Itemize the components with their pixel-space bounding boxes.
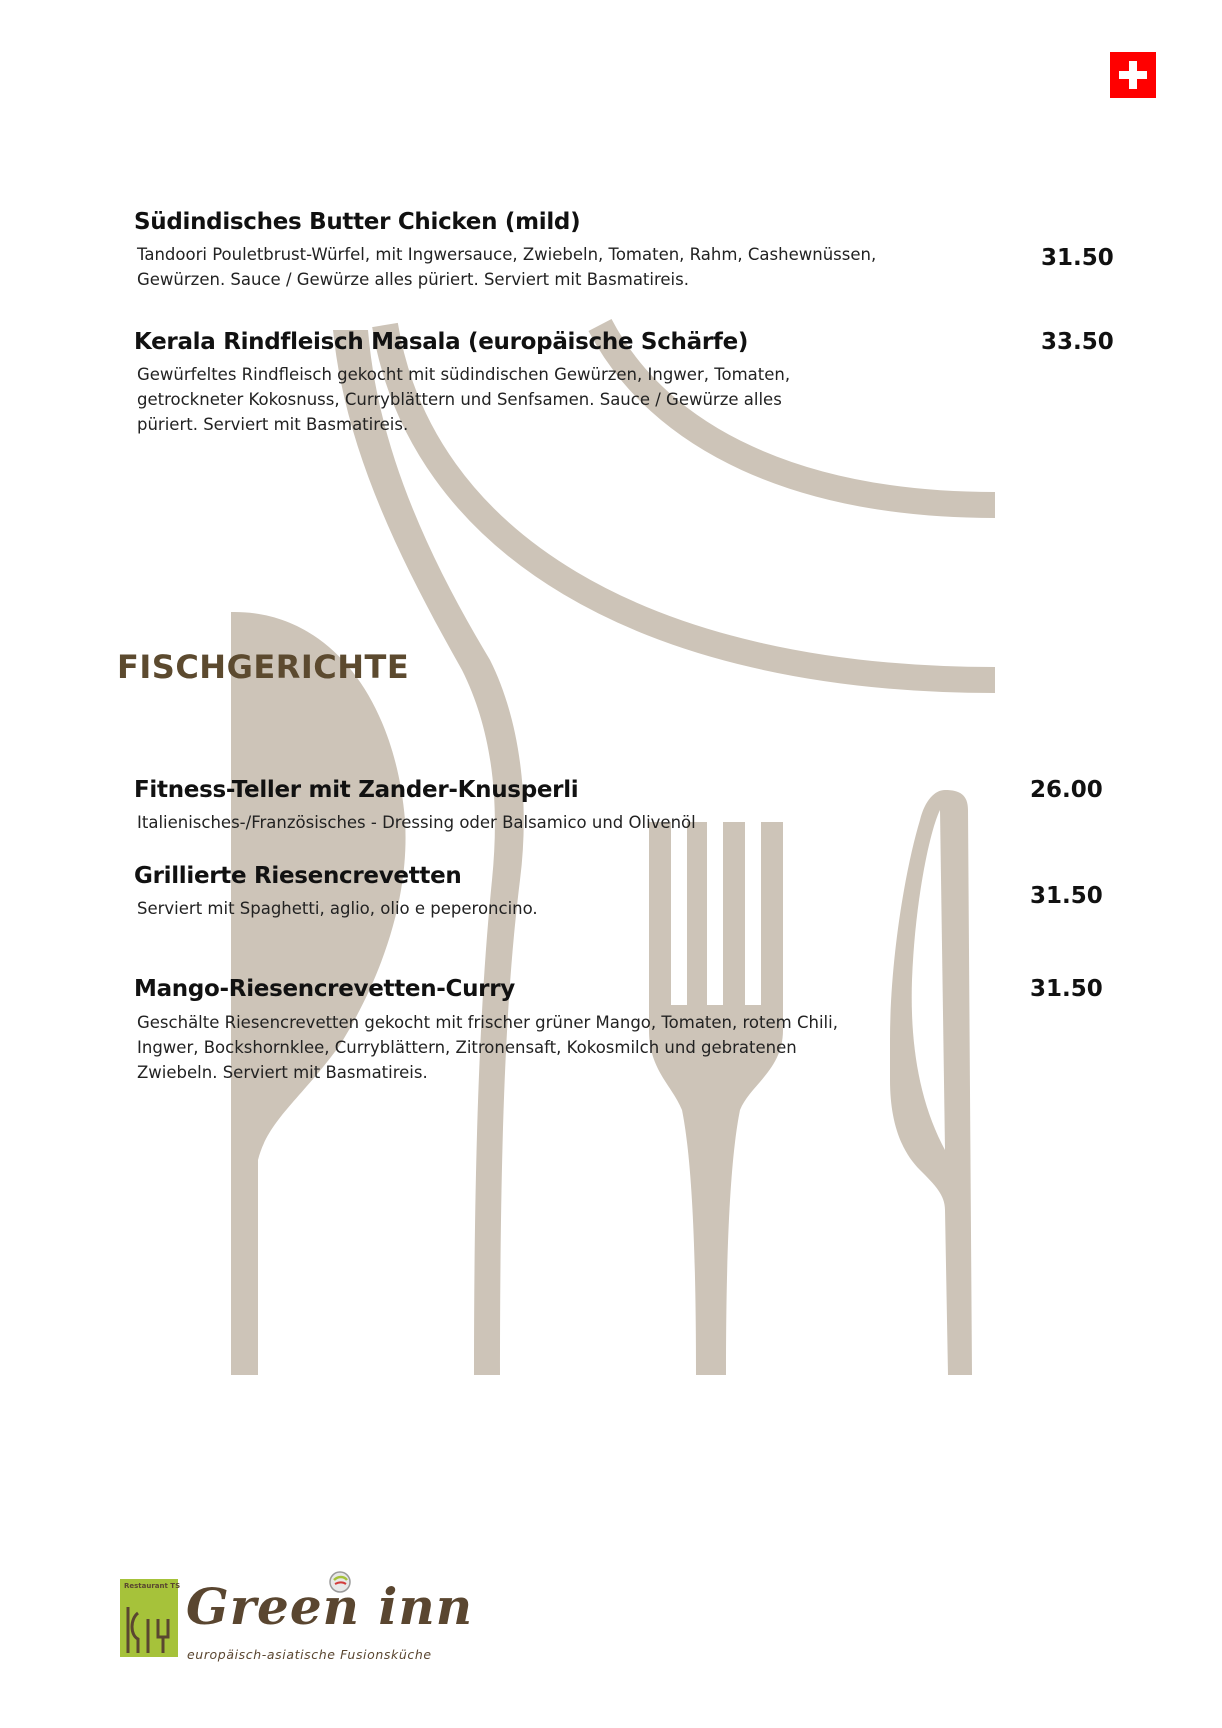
logo-badge-text: Restaurant TS [124, 1582, 181, 1590]
logo-tagline: europäisch-asiatische Fusionsküche [187, 1647, 432, 1662]
menu-item-title: Südindisches Butter Chicken (mild) [134, 209, 581, 235]
menu-item-title: Mango-Riesencrevetten-Curry [134, 976, 515, 1002]
menu-item-price: 33.50 [1041, 329, 1114, 355]
logo-name: Green inn [186, 1577, 474, 1636]
logo-badge-icon [120, 1579, 181, 1657]
menu-item-title: Fitness-Teller mit Zander-Knusperli [134, 777, 579, 803]
menu-item-price: 31.50 [1041, 245, 1114, 271]
menu-item-price: 31.50 [1030, 883, 1103, 909]
menu-item-description: Serviert mit Spaghetti, aglio, olio e peperoncino. [137, 899, 538, 918]
section-heading: FISCHGERICHTE [117, 648, 410, 686]
menu-item-description: Tandoori Pouletbrust-Würfel, mit Ingwersauce, Zwiebeln, Tomaten, Rahm, Cashewnüssen, Gewürzen. Sauce / Gewürze alles püriert. Serviert mit Basmatireis. [137, 245, 877, 289]
menu-item-title: Kerala Rindfleisch Masala (europäische Schärfe) [134, 329, 749, 355]
menu-item-price: 26.00 [1030, 777, 1103, 803]
menu-item-description: Italienisches-/Französisches - Dressing oder Balsamico und Olivenöl [137, 813, 696, 832]
menu-item-price: 31.50 [1030, 976, 1103, 1002]
menu-item-title: Grillierte Riesencrevetten [134, 863, 462, 889]
swiss-flag-icon [1110, 52, 1156, 98]
menu-item-description: Gewürfeltes Rindfleisch gekocht mit südindischen Gewürzen, Ingwer, Tomaten, getrockneter Kokosnuss, Curryblättern und Senfsamen. Sauce / Gewürze alles püriert. Serviert mit Basmatireis. [137, 365, 791, 434]
menu-item-description: Geschälte Riesencrevetten gekocht mit frischer grüner Mango, Tomaten, rotem Chili, Ingwer, Bockshornklee, Curryblättern, Zitronensaft, Kokosmilch und gebratenen Zwiebeln. Serviert mit Basmatireis. [137, 1013, 838, 1082]
